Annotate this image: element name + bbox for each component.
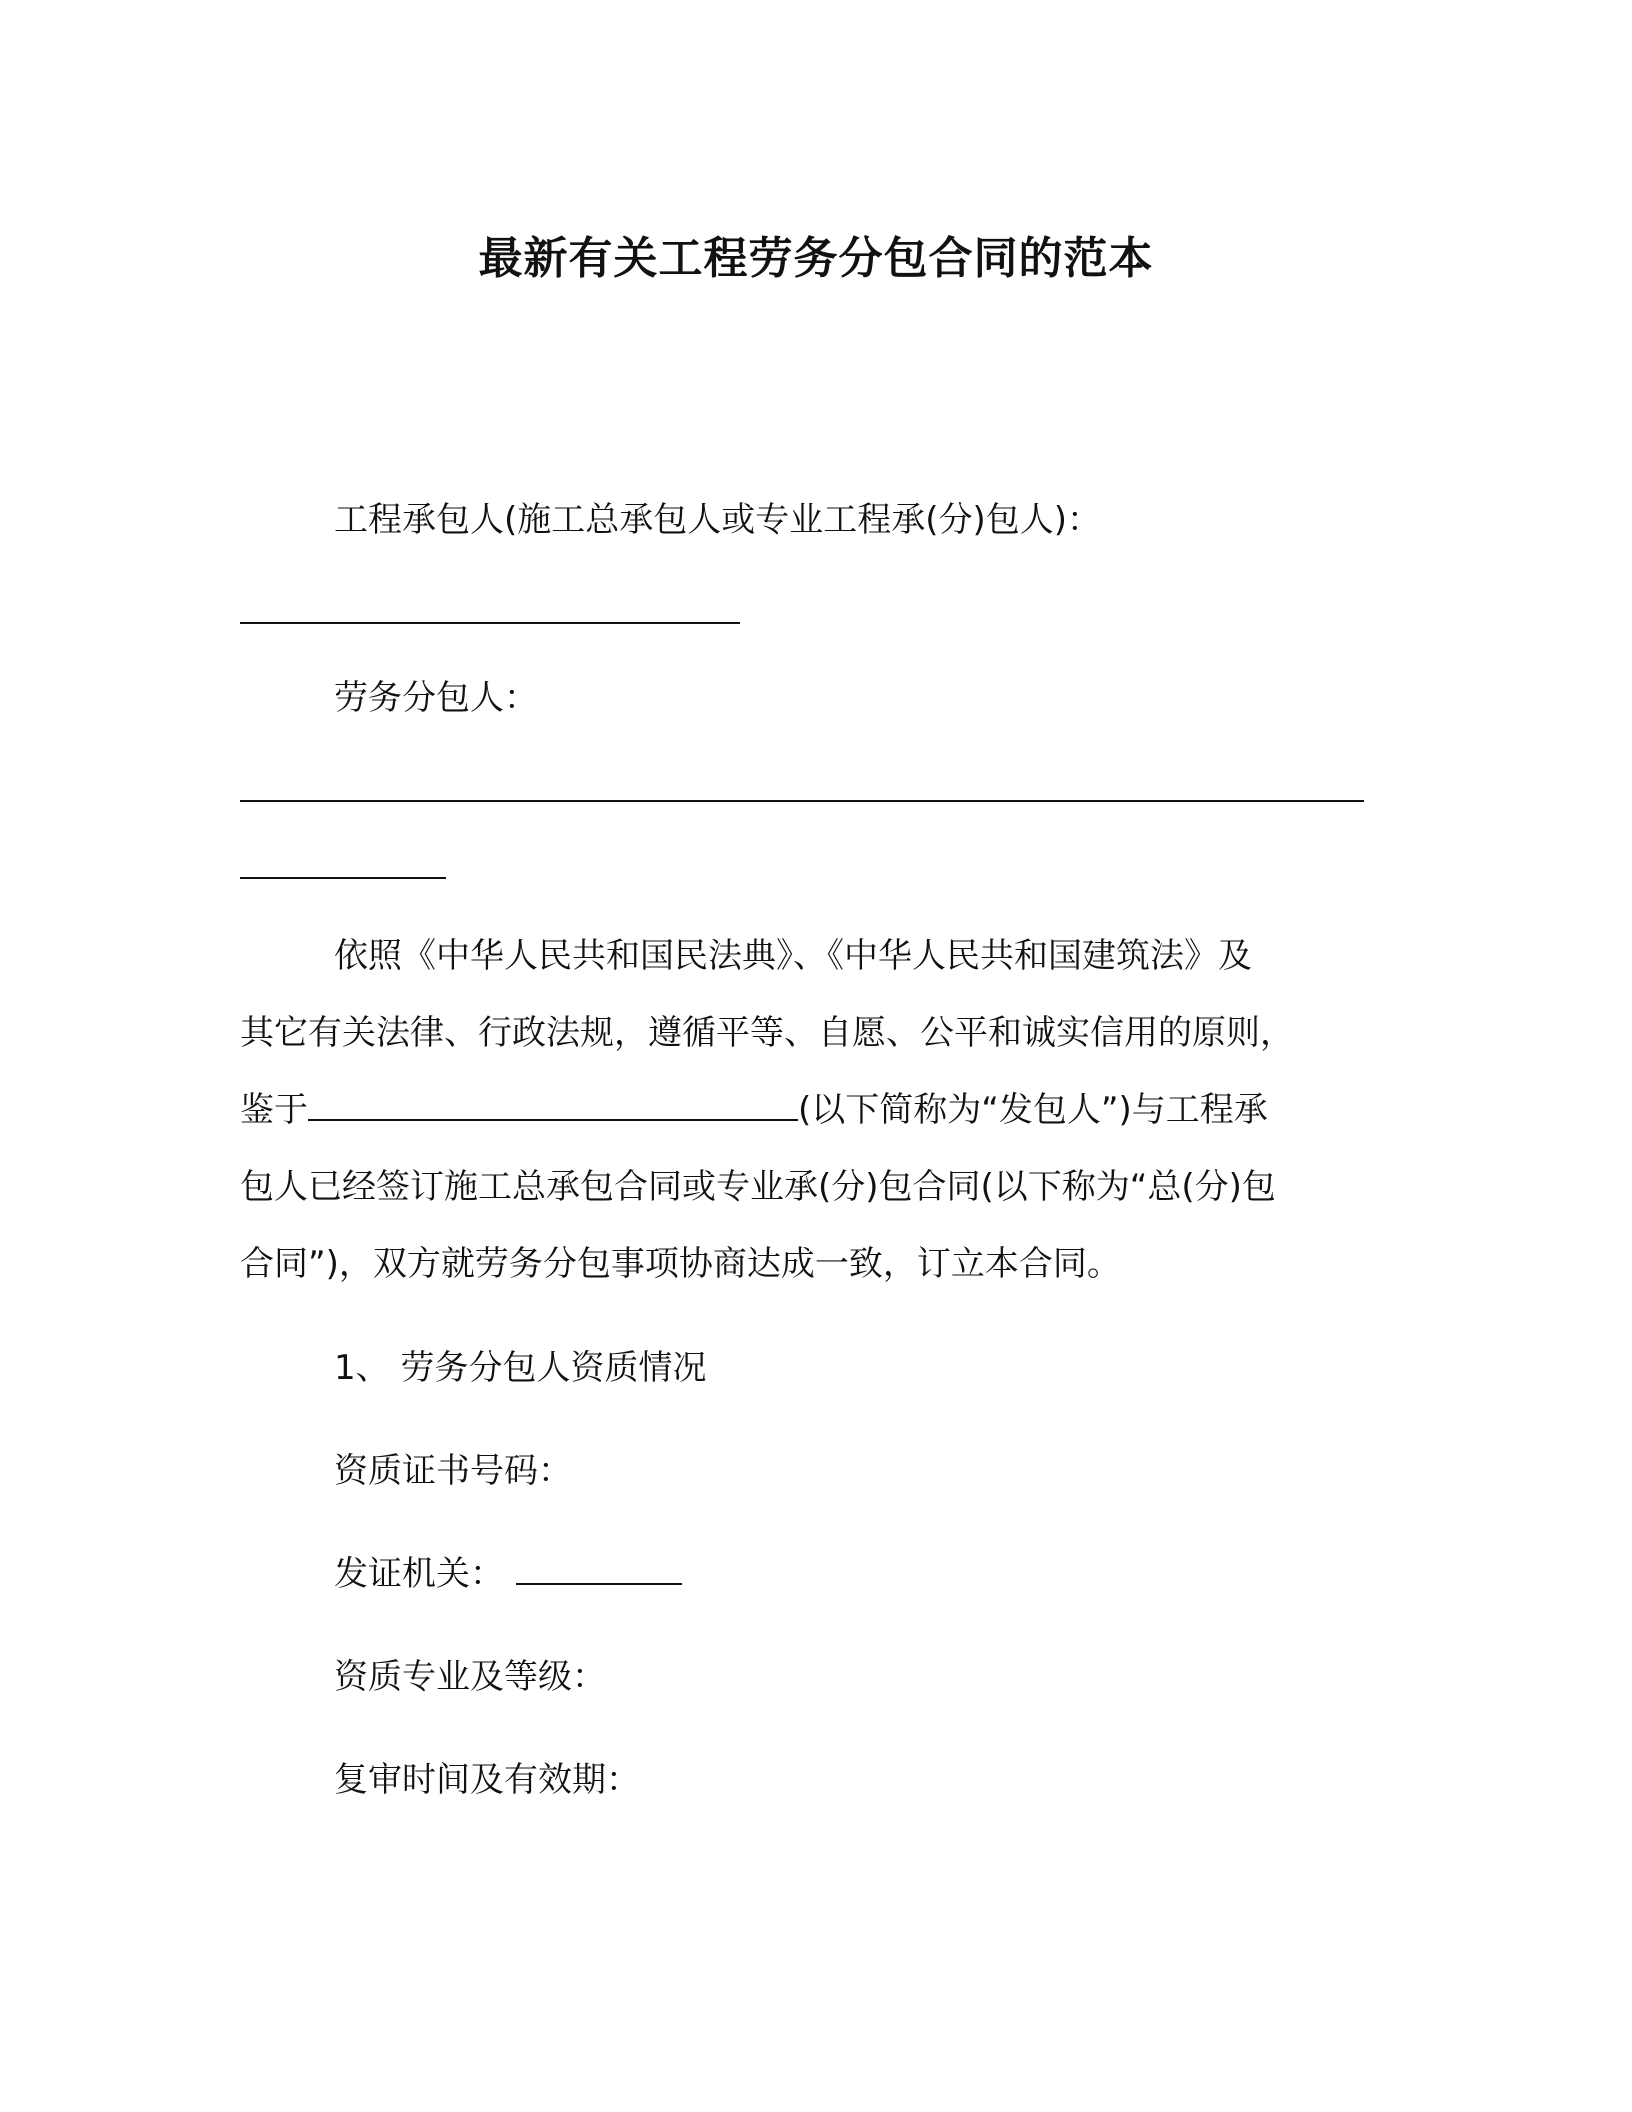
subcontractor-blank-line[interactable] <box>240 800 1364 802</box>
preamble-line-5: 合同”)，双方就劳务分包事项协商达成一致，订立本合同。 <box>240 1244 1121 1284</box>
preamble-line-4: 包人已经签订施工总承包合同或专业承(分)包合同(以下称为“总(分)包 <box>240 1167 1276 1207</box>
preamble-line-2: 其它有关法律、行政法规，遵循平等、自愿、公平和诚实信用的原则， <box>240 1013 1294 1053</box>
cert-number-label: 资质证书号码： <box>334 1451 572 1491</box>
preamble-line-1: 依照《中华人民共和国民法典》、《中华人民共和国建筑法》及 <box>334 936 1252 976</box>
review-period-label: 复审时间及有效期： <box>334 1760 640 1800</box>
issuing-authority-label: 发证机关： <box>334 1554 504 1594</box>
document-title: 最新有关工程劳务分包合同的范本 <box>478 233 1154 284</box>
preamble-line-3 <box>240 1088 1268 1132</box>
contractor-blank-line[interactable] <box>240 622 740 624</box>
subcontractor-blank-line-continued[interactable] <box>240 877 446 879</box>
employer-name-blank[interactable] <box>308 1089 798 1121</box>
subcontractor-label: 劳务分包人： <box>334 678 538 718</box>
qualification-label: 资质专业及等级： <box>334 1657 606 1697</box>
contractor-label: 工程承包人(施工总承包人或专业工程承(分)包人)： <box>334 500 1102 540</box>
preamble-line-3-suffix: (以下简称为“发包人”)与工程承 <box>798 1090 1268 1130</box>
issuing-authority-row <box>334 1552 682 1596</box>
section-1-heading: 1、 劳务分包人资质情况 <box>334 1348 707 1388</box>
preamble-line-3-prefix: 鉴于 <box>240 1090 308 1130</box>
issuing-authority-blank[interactable] <box>516 1553 682 1585</box>
